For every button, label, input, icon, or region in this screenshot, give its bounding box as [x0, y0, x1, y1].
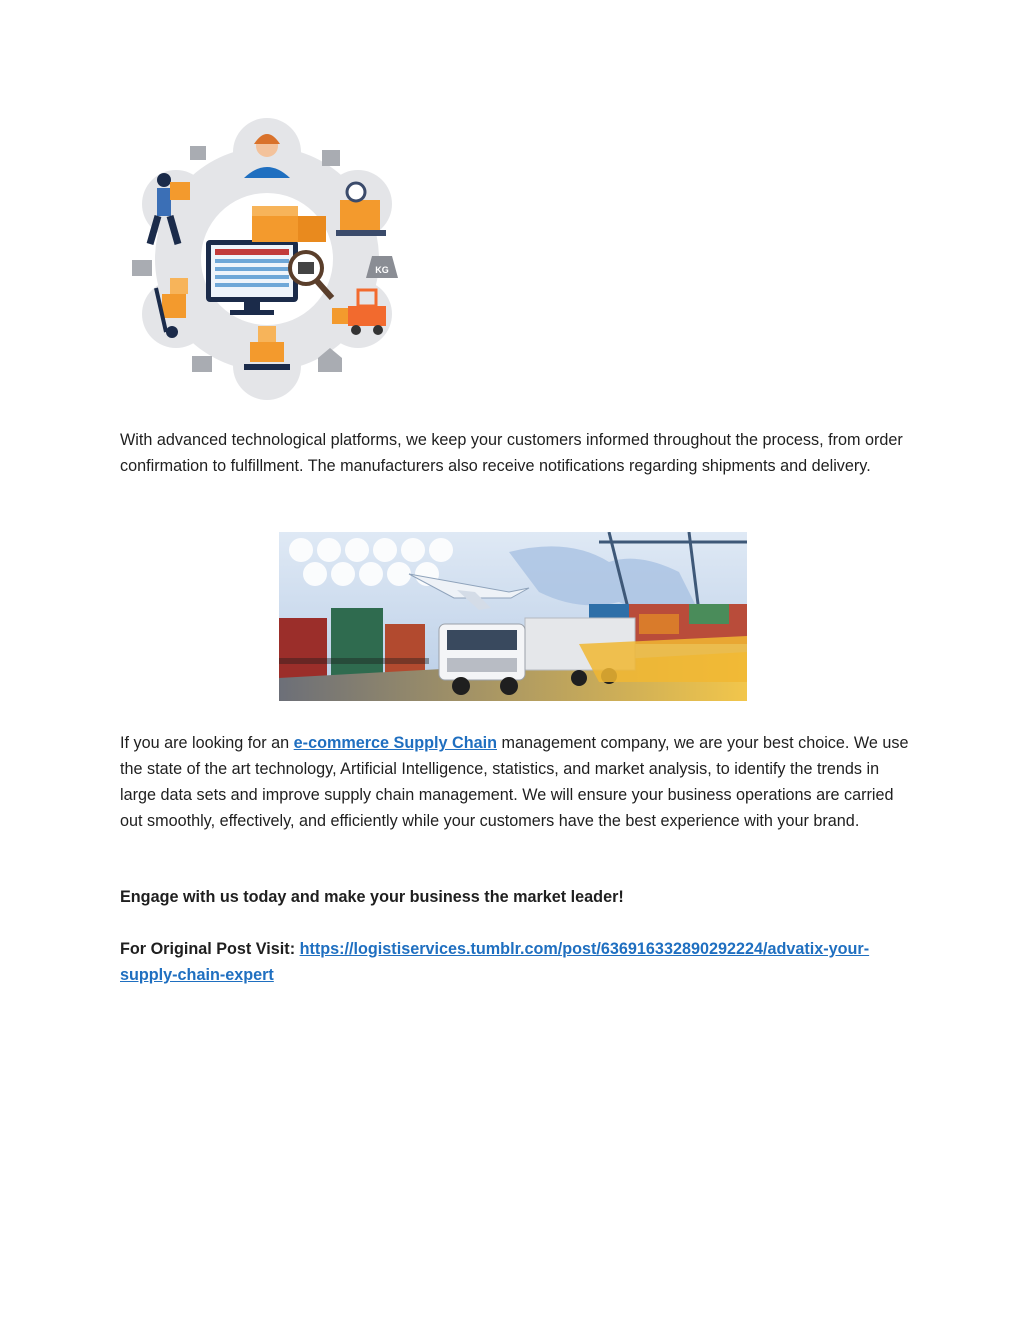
call-to-action: Engage with us today and make your business the market leader! — [120, 888, 624, 906]
ecommerce-supply-chain-link[interactable]: e-commerce Supply Chain — [293, 734, 497, 752]
paragraph-lead-text: If you are looking for an — [120, 734, 294, 752]
service-paragraph — [120, 730, 910, 834]
supply-chain-transport-image — [279, 532, 747, 701]
original-post-label: For Original Post Visit: — [120, 940, 300, 958]
logistics-illustration — [126, 118, 408, 400]
paragraph-body-text: management company, we are your best choice. We use the state of the art technology, Artificial Intelligence, statistics, and market analysis, to identify the trends in large data sets and improve supply chain management. We will ensure your business operations are carried out smoothly, effectively, and efficiently while your customers have the best experience with your brand. — [120, 734, 909, 830]
original-post-link[interactable]: https://logistiservices.tumblr.com/post/636916332890292224/advatix-your-supply-chain-expert — [120, 940, 870, 984]
intro-paragraph: With advanced technological platforms, we keep your customers informed throughout the process, from order confirmation to fulfillment. The manufacturers also receive notifications regarding shipments and delivery. — [120, 431, 903, 475]
original-post-line — [120, 936, 910, 988]
kg-label: KG — [375, 265, 389, 275]
